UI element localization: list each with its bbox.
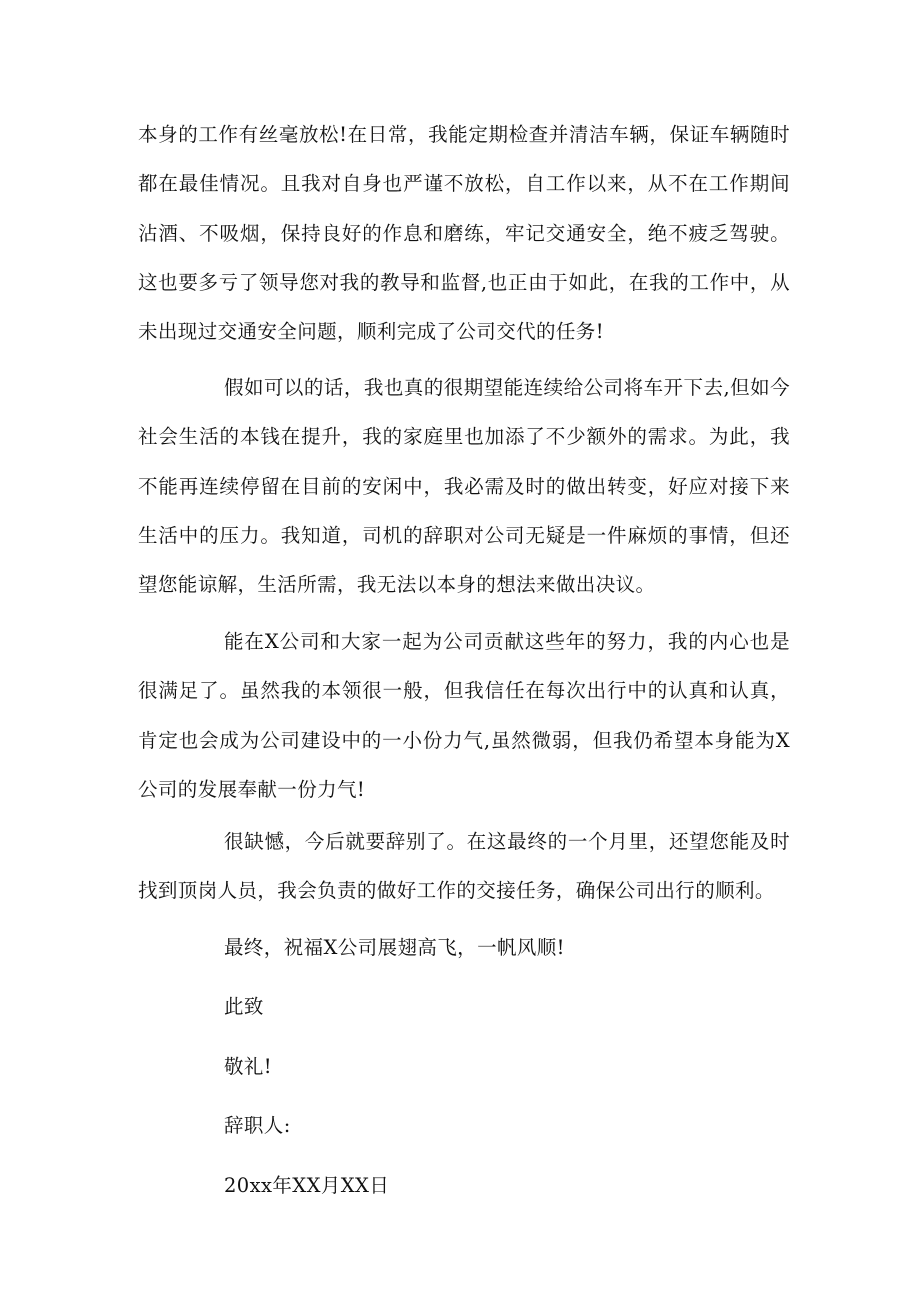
paragraph-1: 本身的工作有丝毫放松!在日常，我能定期检查并清洁车辆，保证车辆随时都在最佳情况。且我对自身也严谨不放松，自工作以来，从不在工作期间沾酒、不吸烟，保持良好的作息和磨练，牢记交通安全，绝不疲乏驾驶。这也要多亏了领导您对我的教导和监督,也正由于如此，在我的工作中，从未出现过交通安全问题，顺利完成了公司交代的任务! bbox=[138, 123, 790, 344]
letter-date: 20xx年XX月XX日 bbox=[224, 1174, 390, 1197]
signature-label: 辞职人: bbox=[224, 1114, 291, 1137]
paragraph-3: 能在X公司和大家一起为公司贡献这些年的努力，我的内心也是很满足了。虽然我的本领很一般，但我信任在每次出行中的认真和认真，肯定也会成为公司建设中的一小份力气,虽然微弱，但我仍希望本身能为X公司的发展奉献一份力气! bbox=[138, 630, 790, 801]
salutation-jingli: 敬礼! bbox=[224, 1055, 273, 1078]
closing-wish: 最终，祝福X公司展翅高飞，一帆风顺! bbox=[224, 936, 565, 959]
paragraph-4: 很缺憾，今后就要辞别了。在这最终的一个月里，还望您能及时找到顶岗人员，我会负责的做好工作的交接任务，确保公司出行的顺利。 bbox=[138, 830, 790, 903]
salutation-cizhi: 此致 bbox=[224, 995, 264, 1018]
paragraph-2: 假如可以的话，我也真的很期望能连续给公司将车开下去,但如今社会生活的本钱在提升，我的家庭里也加添了不少额外的需求。为此，我不能再连续停留在目前的安闲中，我必需及时的做出转变，好应对接下来生活中的压力。我知道，司机的辞职对公司无疑是一件麻烦的事情，但还望您能谅解，生活所需，我无法以本身的想法来做出决议。 bbox=[138, 376, 790, 597]
